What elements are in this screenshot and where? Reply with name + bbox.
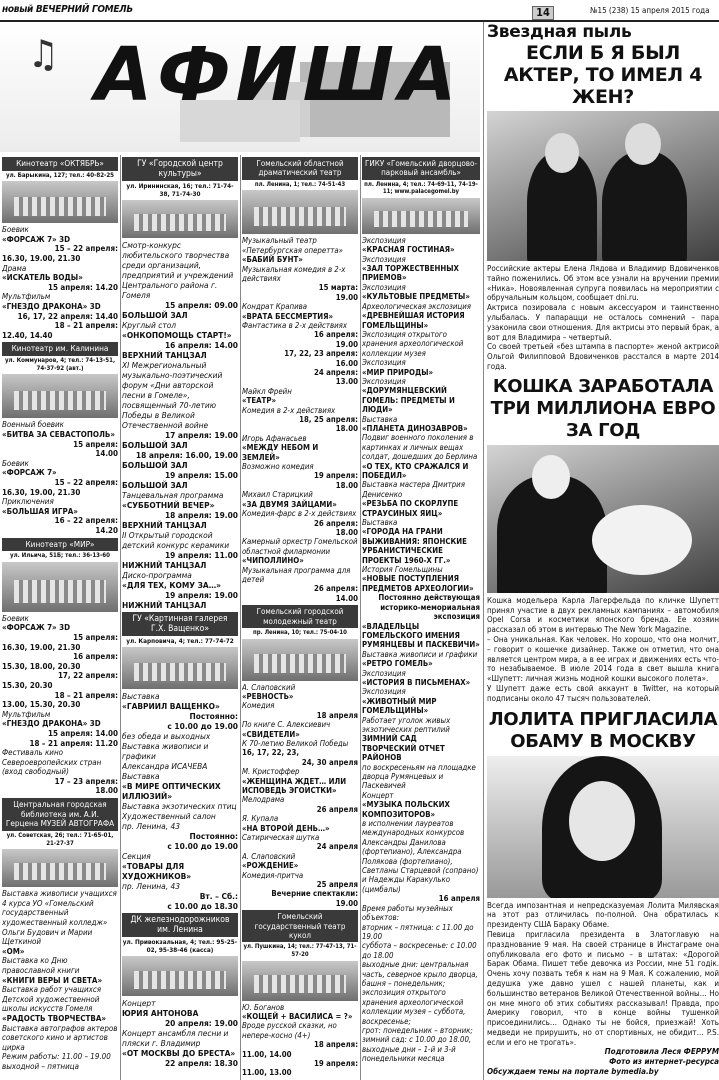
listing-line: «ВЛАДЕЛЬЦЫ ГОМЕЛЬСКОГО ИМЕНИЯ РУМЯНЦЕВЫ И ПАСКЕВИЧИ» [362, 621, 480, 650]
listing-line: «РЕВНОСТЬ» [242, 691, 294, 701]
listing-line: Музыкальный театр «Петербургская оперетта» [242, 236, 343, 255]
venue-photo [242, 961, 358, 1001]
listing-line: 18 апреля: 16.00, 19.00 [135, 450, 238, 460]
headline-3: ЛОЛИТА ПРИГЛАСИЛА ОБАМУ В МОСКВУ [488, 708, 718, 752]
listing-line: Фестиваль кино Североевропейских стран (вход свободный) [2, 748, 102, 777]
listing-line: НИЖНИЙ ТАНЦЗАЛ [122, 600, 207, 610]
listing-line: «БАБИЙ БУНТ» [242, 255, 303, 265]
listing-line: Военный боевик [2, 420, 64, 430]
listing-line: М. Кристоффер [242, 767, 300, 777]
listing-line: Концерт [122, 998, 156, 1008]
listing-block [242, 683, 358, 909]
column-divider [240, 155, 241, 1080]
listing-line: Боевик [2, 613, 29, 623]
listing-line: 15 – 22 апреля: [54, 477, 118, 487]
column-culture [122, 155, 238, 1078]
portal-link[interactable]: Обсуждаем темы на портале bymedia.by [487, 1067, 659, 1077]
listing-line: Комедия [242, 701, 275, 711]
celebrity-news [487, 22, 719, 1080]
listing-block [2, 420, 118, 535]
listing-line: 25 апреля [316, 880, 358, 890]
actors-photo [487, 111, 719, 261]
listing-line: «РАДОСТЬ ТВОРЧЕСТВА» [2, 1013, 107, 1023]
listing-line: Ю. Боганов [242, 1002, 285, 1012]
listing-line: «ГНЕЗДО ДРАКОНА» 3D [2, 302, 101, 312]
listing-line: А. Слаповский [242, 851, 296, 861]
listing-line: Экспозиция открытого хранения археологической коллекции музея [362, 329, 464, 358]
listing-line: Постоянно: [189, 711, 238, 721]
banner-title: АФИША [95, 32, 462, 118]
listing-line: «ОНКОПОМОЩЬ СТАРТ!» [122, 330, 232, 340]
cat-figure [592, 505, 692, 575]
listing-line: 16 апреля: [313, 330, 358, 340]
listing-line: 15 апреля: 09.00 [164, 300, 238, 310]
listing-line: Концерт ансамбля песни и пляски г. Владимир [122, 1028, 229, 1048]
listing-line: «НА ВТОРОЙ ДЕНЬ…» [242, 823, 330, 833]
listing-line: Я. Купала [242, 814, 279, 824]
listing-line: Возможно комедия [242, 462, 314, 472]
venue-header: ГИКУ «Гомельский дворцово-парковый ансамбль» [362, 157, 480, 180]
listing-line: II Открытый городской детский конкурс керамики [122, 530, 230, 550]
listing-line: вторник – пятница: с 11.00 до 19.00 [362, 922, 474, 941]
listing-block [242, 1003, 358, 1078]
venue-header: Кинотеатр «МИР» [2, 538, 118, 552]
venue-photo [2, 562, 118, 612]
listing-line: 19 апреля: 11.00 [164, 550, 238, 560]
venue-address: пр. Ленина, 10; тел.: 75-04-10 [253, 628, 347, 636]
listing-line: «СУББОТНИЙ ВЕЧЕР» [122, 500, 215, 510]
listing-line: 14.20 [95, 525, 118, 535]
actor-face [625, 123, 661, 165]
venue-header: ГУ «Городской центр культуры» [122, 157, 238, 181]
listing-line: ЮРИЯ АНТОНОВА [122, 1008, 199, 1018]
venue-header: Гомельский государственный театр кукол [242, 910, 358, 942]
headline-1: ЕСЛИ Б Я БЫЛ АКТЕР, ТО ИМЕЛ 4 ЖЕН? [503, 42, 703, 108]
listing-line: 26 апреля [316, 804, 358, 814]
listing-line: с 10.00 до 18.30 [167, 901, 238, 911]
listing-line: Выставка мастера Дмитрия Денисенко [362, 480, 465, 499]
listing-line: экспозиция открытого хранения археологической коллекции музея – суббота, воскресенье; [362, 988, 466, 1026]
listing-line: Мультфильм [2, 292, 51, 302]
listing-line: «БОЛЬШАЯ ИГРА» [2, 506, 78, 516]
listing-line: 26 апреля: [313, 584, 358, 594]
listing-line: пр. Ленина, 43 [122, 821, 180, 831]
listing-line: «ЖИВОТНЫЙ МИР ГОМЕЛЬЩИНЫ» [362, 696, 437, 716]
listing-line: Режим работы: 11.00 – 19.00 [2, 1052, 111, 1062]
venue-header: ГУ «Картинная галерея Г.Х. Ващенко» [122, 612, 238, 636]
listing-line: БОЛЬШОЙ ЗАЛ [122, 310, 188, 320]
venue-photo [242, 639, 358, 681]
listing-line: 15 апреля: [73, 439, 118, 449]
listing-line: Камерный оркестр Гомельской областной филармонии [242, 537, 358, 556]
listing-line: 14.00 [335, 593, 358, 603]
listing-line: Художественный салон [122, 811, 216, 821]
listing-block [2, 614, 118, 796]
listing-line: «ФОРСАЖ 7» 3D [2, 623, 71, 633]
listing-line: К 70-летию Великой Победы [242, 738, 349, 748]
author-credit: Подготовила Леся ФЕРРУМ [604, 1047, 719, 1057]
listing-line: «ДЛЯ ТЕХ, КОМУ ЗА…» [122, 580, 221, 590]
listing-line: Выставка живописи учащихся 4 курса УО «Гомельский государственный художественный колледж» [2, 889, 117, 927]
listing-line: «МИР ПРИРОДЫ» [362, 367, 433, 377]
page-header [0, 0, 719, 22]
listing-line: ВЕРХНИЙ ТАНЦЗАЛ [122, 350, 207, 360]
issue-info: №15 (238) 15 апреля 2015 года [590, 6, 710, 15]
column-cinemas [2, 155, 118, 1078]
listing-line: 17, 22 апреля: [57, 671, 118, 681]
listing-line: 20 апреля: 19.00 [164, 1018, 238, 1028]
venue-photo [362, 198, 480, 234]
listing-line: Экспозиция [362, 282, 406, 292]
venue-address: пл. Ленина, 1; тел.: 74-51-43 [254, 180, 346, 188]
listing-line: Подвиг военного поколения в картинках и личных вещах солдат, дошедших до Берлина [362, 433, 478, 462]
listing-line: «ВРАТА БЕССМЕРТИЯ» [242, 311, 334, 321]
listing-block [242, 236, 358, 603]
listing-line: 16.30, 19.00, 21.30 [2, 487, 81, 497]
listing-line: Круглый стол [122, 320, 177, 330]
listing-line: 15 апреля: 14.00 [47, 728, 118, 738]
listing-line: 13.00 [335, 377, 358, 387]
listing-line: Приключения [2, 497, 54, 507]
listing-line: «МЕЖДУ НЕБОМ И ЗЕМЛЕЙ» [242, 443, 319, 462]
listing-line: Выставка [362, 414, 398, 424]
listing-line: «КУЛЬТОВЫЕ ПРЕДМЕТЫ» [362, 292, 470, 302]
listing-line: «ФОРСАЖ 7» 3D [2, 234, 71, 244]
column-divider [360, 155, 361, 1080]
venue-address: ул. Коммунаров, 4; тел.: 74-13-51, 74-37-92 (авт.) [4, 357, 116, 372]
article-1-text: Актриса позировала с новым аксессуаром и таинственно улыбалась. У папарацци не осталось сомнений – пара узаконила свои отношения. Для актрисы это первый брак, а вот для Владимира – четвертый. [487, 303, 719, 342]
venue-address: ул. Ильича, 51Б; тел.: 36-13-60 [10, 552, 110, 560]
listing-line: БОЛЬШОЙ ЗАЛ [122, 440, 188, 450]
listing-line: Комедия-притча [242, 870, 304, 880]
listing-line: 17 апреля: 19.00 [164, 430, 238, 440]
listing-line: выходные дни – 1-й и 3-й понедельники месяца [362, 1044, 456, 1064]
listing-block [122, 998, 238, 1068]
listing-line: 16.30, 19.00, 21.30 [2, 254, 81, 264]
listing-line: Выставка живописи и графики [362, 649, 478, 659]
article-2-text: – Она уникальная. Как человек. Но хорошо, что она молчит, – говорит о кошечке дизайнер. Также он отметил, что она является центром мира, а в ее играх и движениях есть что-то незабываемое. В июле 2014 года в свет вышла книга «Шупетт: личная жизнь модной кошки высокого полета». [487, 634, 719, 684]
listing-line: «РЕЗЬБА ПО СКОРЛУПЕ СТРАУСИНЫХ ЯИЦ» [362, 499, 459, 518]
listing-block [362, 236, 480, 1064]
listing-line: выходные дни: центральная часть, северное крыло дворца, башня – понедельник; [362, 960, 478, 988]
listing-line: «ФОРСАЖ 7» [2, 468, 57, 478]
listing-line: XI Межрегиональный музыкально-поэтический форум «Дни авторской песни в Гомеле», посвященный 70-летию Победы в Великой Отечественной войне [122, 360, 223, 430]
listing-line: грот: понедельник – вторник; [362, 1025, 473, 1035]
listing-line: по воскресеньям на площадке дворца Румянцевых и Паскевичей [362, 762, 476, 791]
venue-photo [122, 647, 238, 689]
cat-photo [487, 445, 719, 593]
listing-line: ВЕРХНИЙ ТАНЦЗАЛ [122, 520, 207, 530]
venue-photo [242, 190, 358, 234]
listing-line: «БИТВА ЗА СЕВАСТОПОЛЬ» [2, 429, 115, 439]
listing-line: Экспозиция [362, 668, 406, 678]
venue-header: Кинотеатр им. Калинина [2, 342, 118, 356]
listing-line: Экспозиция [362, 376, 406, 386]
listing-line: 15 апреля: [73, 632, 118, 642]
venue-header: Кинотеатр «ОКТЯБРЬ» [2, 157, 118, 171]
listing-line: Боевик [2, 458, 29, 468]
listing-line: Концерт [362, 790, 394, 800]
listing-line: «ПЛАНЕТА ДИНОЗАВРОВ» [362, 423, 468, 433]
actress-face [545, 133, 579, 173]
listing-line: «МУЗЫКА ПОЛЬСКИХ КОМПОЗИТОРОВ» [362, 800, 450, 819]
article-2-text: Кошка модельера Карла Лагерфельда по кличке Шупетт принял участие в двух рекламных кампаниях – автомобиля Opel Corsa и косметики японского бренда. Ее хозяин рассказал об этом в интервью The New York Magazine. [487, 595, 719, 635]
listing-line: «ИСКАТЕЛЬ ВОДЫ» [2, 273, 83, 283]
listing-line: 16.30, 19.00, 21.30 [2, 642, 81, 652]
listing-line: 18.00 [335, 480, 358, 490]
listing-line: 19.00 [335, 292, 358, 302]
listing-line: «ЗА ДВУМЯ ЗАЙЦАМИ» [242, 499, 337, 509]
column-divider [120, 155, 121, 1080]
listing-line: По книге С. Алексиевич [242, 720, 331, 730]
listing-line: Выставка ко Дню православной книги [2, 956, 80, 975]
listing-line: «ОТ МОСКВЫ ДО БРЕСТА» [122, 1048, 236, 1058]
listing-line: 16 апреля: 14.00 [164, 340, 238, 350]
designer-face [532, 455, 570, 499]
listing-line: Музыкальная программа для детей [242, 565, 351, 584]
listing-line: Мультфильм [2, 709, 51, 719]
listing-line: Майкл Фрейн [242, 386, 292, 396]
venue-address: ул. Советская, 26; тел.: 71-65-01, 21-27-37 [6, 831, 114, 847]
listing-line: 18, 25 апреля: [299, 415, 358, 425]
listing-line: с 10.00 до 19.00 [167, 721, 238, 731]
listing-line: в исполнении лауреатов международных конкурсов Александры Данилова (фортепиано), Александра Полякова (фортепиано), Светланы Старцевой (сопрано) и Надежды Каракулько (цимбалы) [362, 819, 479, 894]
listing-line: «ЧИПОЛЛИНО» [242, 556, 304, 566]
listing-line: 24, 30 апреля [301, 757, 358, 767]
listing-line: Мелодрама [242, 795, 285, 805]
listing-line: Музыкальная комедия в 2-х действиях [242, 264, 346, 283]
listing-line: «ДОРУМЯНЦЕВСКИЙ ГОМЕЛЬ: ПРЕДМЕТЫ И ЛЮДИ» [362, 386, 455, 415]
listing-line: 18 – 21 апреля: [54, 321, 118, 331]
listing-line: 19 апреля: [313, 1058, 358, 1068]
listing-line: Археологическая экспозиция [362, 301, 471, 311]
listing-line: 16, 17, 22 апреля: 14.40 [17, 311, 118, 321]
listing-line: Сатирическая шутка [242, 833, 320, 842]
venue-header: ДК железнодорожников им. Ленина [122, 913, 238, 937]
listing-line: 16.00 [335, 358, 358, 368]
venue-header: Гомельский городской молодежный театр [242, 605, 358, 628]
listing-line: Выставка [122, 771, 160, 781]
listing-line: Выставка экзотических птиц [122, 801, 237, 811]
listing-block [2, 889, 118, 1071]
listing-line: «ТОВАРЫ ДЛЯ ХУДОЖНИКОВ» [122, 861, 192, 881]
listing-line: Александра ИСАЧЕВА [122, 761, 208, 771]
listing-line: 12.40, 14.40 [2, 330, 53, 340]
article-3-text: Всегда импозантная и непредсказуемая Лолита Милявская на этот раз отличилась по-полной. Она обратилась к президенту США Бараку Обаме. [487, 900, 719, 930]
listing-line: 17, 22, 23 апреля: [284, 349, 358, 359]
venue-address: пл. Ленина, 4; тел.: 74-69-11, 74-19-11; www.palacegomel.by [364, 180, 478, 196]
listing-line: «РОЖДЕНИЕ» [242, 861, 299, 871]
listing-line: Ольги Будович и Марии Щеткиной [2, 927, 93, 947]
listing-line: пр. Ленина, 43 [122, 881, 180, 891]
venue-photo [122, 956, 238, 996]
section-divider [483, 22, 484, 1080]
listing-line: 16 – 22 апреля: [54, 516, 118, 526]
listing-line: Диско-программа [122, 570, 192, 580]
listing-line: Вт. – Сб.: [199, 891, 238, 901]
listing-line: с 10.00 до 19.00 [167, 841, 238, 851]
listing-line: «СВИДЕТЕЛИ» [242, 729, 300, 739]
listing-line: ТВОРЧЕСКИЙ ОТЧЕТ РАЙОНОВ [362, 743, 445, 763]
listing-line: «РЕТРО ГОМЕЛЬ» [362, 659, 433, 669]
listing-line: «ДРЕВНЕЙШАЯ ИСТОРИЯ ГОМЕЛЬЩИНЫ» [362, 311, 465, 330]
venue-address: ул. Карповича, 4; тел.: 77-74-72 [126, 637, 234, 645]
listing-line: 18 – 21 апреля: 11.20 [29, 738, 118, 748]
photo-credit: Фото из интернет-ресурса [609, 1057, 719, 1067]
listing-line: «КОЩЕЙ + ВАСИЛИСА = ?» [242, 1011, 353, 1021]
listing-line: Экспозиция [362, 254, 406, 264]
listing-line: зимний сад: с 10.00 до 18.00, [362, 1035, 472, 1045]
listing-line: 15 – 22 апреля: [54, 244, 118, 254]
listing-line: «ОМ» [2, 946, 25, 956]
listing-line: Игорь Афанасьев [242, 433, 307, 443]
article-1-text: Со своей третьей «без штампа в паспорте» женой актрисой Ольгой Филипповой Вдовиченков расстался в марте 2014 года. [487, 342, 719, 371]
section-kicker: Звездная пыль [487, 22, 632, 42]
listing-line: «ГАВРИИЛ ВАЩЕНКО» [122, 701, 220, 711]
listing-line: Михаил Старицкий [242, 490, 313, 500]
listing-line: «ЖЕНЩИНА ЖДЕТ… ИЛИ ИСПОВЕДЬ ЭГОИСТКИ» [242, 776, 347, 795]
listing-line: Драма [2, 263, 27, 273]
listing-line: 18 апреля [316, 710, 358, 720]
listing-line: 15.30, 20.30 [2, 680, 53, 690]
listing-line: Выставка [122, 691, 160, 701]
venue-header: Гомельский областной драматический театр [242, 157, 358, 180]
listing-line: 18 апреля: [313, 1040, 358, 1050]
listing-line: Постоянно: [189, 831, 238, 841]
venue-photo [2, 849, 118, 887]
listing-line: 19 апреля: [313, 471, 358, 481]
listing-line: 17 – 23 апреля: [54, 776, 118, 786]
listing-line: Выставка автографов актеров советского кино и артистов цирка [2, 1023, 118, 1052]
lolita-photo [487, 756, 719, 898]
listing-line: «ЗАЛ ТОРЖЕСТВЕННЫХ ПРИЕМОВ» [362, 264, 459, 283]
venue-photo [2, 181, 118, 223]
listing-line: НИЖНИЙ ТАНЦЗАЛ [122, 560, 207, 570]
listing-line: 11.00, 13.00 [242, 1068, 292, 1078]
listing-line: «НОВЫЕ ПОСТУПЛЕНИЯ ПРЕДМЕТОВ АРХЕОЛОГИИ» [362, 574, 474, 593]
listing-line: суббота – воскресенье: с 10.00 до 18.00 [362, 941, 477, 960]
listing-line: «ИСТОРИЯ В ПИСЬМЕНАХ» [362, 677, 471, 687]
listing-line: без обеда и выходных [122, 731, 211, 741]
venue-address: ул. Барыкина, 127; тел.: 40-82-25 [5, 171, 114, 179]
listing-line: Комедия в 2-х действиях [242, 405, 336, 415]
listing-line: 18.00 [95, 786, 118, 796]
listing-line: Работает уголок живых экзотических рептилий [362, 715, 451, 734]
listing-block [2, 225, 118, 340]
venue-address: ул. Пушкина, 14; тел.: 77-47-13, 71-57-20 [243, 943, 357, 958]
listing-block [122, 691, 238, 911]
listing-line: Постоянно действующая историко-мемориальная экспозиция [378, 593, 480, 622]
listing-line: ЗИМНИЙ САД [362, 734, 417, 744]
listing-line: 22 апреля: 18.30 [164, 1058, 238, 1068]
listing-line: Боевик [2, 225, 29, 235]
listing-line: 15.30, 18.00, 20.30 [2, 661, 81, 671]
listing-line: «ГНЕЗДО ДРАКОНА» 3D [2, 719, 101, 729]
listing-line: «КНИГИ ВЕРЫ И СВЕТА» [2, 975, 103, 985]
listing-line: Экспозиция [362, 235, 406, 245]
listing-line: выходной – пятница [2, 1061, 79, 1071]
listing-line: 24 апреля [316, 842, 358, 852]
listing-line: История Гомельщины [362, 565, 443, 575]
listing-line: Фантастика в 2-х действиях [242, 320, 348, 330]
listing-line: Экспозиция [362, 687, 406, 697]
listing-line: «ГОРОДА НА ГРАНИ ВЫЖИВАНИЯ: ЯПОНСКИЕ УРБАНИСТИЧЕСКИЕ ПРОЕКТЫ 1960-Х ГГ.» [362, 527, 467, 565]
listing-line: А. Слаповский [242, 682, 296, 692]
listing-line: 19.00 [335, 898, 358, 908]
listing-line: 19 апреля: 15.00 [164, 470, 238, 480]
headline-2: КОШКА ЗАРАБОТАЛА ТРИ МИЛЛИОНА ЕВРО ЗА ГОД [490, 375, 716, 441]
listing-line: 15 апреля: 14.20 [47, 282, 118, 292]
column-theatres [242, 155, 358, 1078]
listing-line: 11.00, 14.00 [242, 1049, 292, 1059]
listing-line: Выставка [362, 518, 398, 528]
article-2-text: У Шупетт даже есть свой аккаунт в Twitter, на который подписаны около 47 тысяч пользователей. [487, 683, 719, 703]
listing-line: 14.00 [95, 449, 118, 459]
listing-line: Экспозиция [362, 358, 406, 368]
listing-line: 16 апреля [438, 894, 480, 904]
venue-photo [122, 200, 238, 238]
actor-figure [602, 151, 687, 261]
venue-header: Центральная городская библиотека им. А.И. Герцена МУЗЕЙ АВТОГРАФА [2, 798, 118, 831]
listing-line: 26 апреля: [313, 518, 358, 528]
venue-photo [2, 374, 118, 418]
listing-line: Время работы музейных объектов: [362, 903, 453, 923]
afisha-banner [0, 22, 480, 152]
newspaper-brand: новый ВЕЧЕРНИЙ ГОМЕЛЬ [2, 4, 133, 15]
listing-line: 18.00 [335, 527, 358, 537]
page-number: 14 [532, 6, 554, 20]
listing-line: «О ТЕХ, КТО СРАЖАЛСЯ И ПОБЕДИЛ» [362, 461, 469, 480]
listing-line: «В МИРЕ ОПТИЧЕСКИХ ИЛЛЮЗИЙ» [122, 781, 221, 801]
listing-line: 18 – 21 апреля: [54, 690, 118, 700]
listing-line: «ТЕАТР» [242, 396, 276, 406]
listing-line: Смотр-конкурс любительского творчества среди организаций, предприятий и учреждений Центрального района г. Гомеля [122, 240, 234, 300]
listing-line: Кондрат Крапива [242, 302, 308, 312]
theatre-masks-icon: ♫ [28, 32, 59, 76]
listing-line: 13.00, 15.30, 20.30 [2, 700, 81, 710]
listing-line: 15 марта: [318, 283, 358, 293]
listing-line: 16 апреля: [73, 652, 118, 662]
listing-line: БОЛЬШОЙ ЗАЛ [122, 460, 188, 470]
listing-line: 24 апреля: [313, 368, 358, 378]
listing-line: Танцевальная программа [122, 490, 224, 500]
article-3-text: Певица пригласила президента в Златоглавую на празднование 9 мая. На своей странице в Инстаграме она опубликовала его фото и письмо – в штатах: «Дорогой Барак Обама. Пишет тебе девочка из России, мне 51 годік. Очень хочу позвать тебя к нам на 9 Мая. К сожалению, мой дедушка уже давно ушел с нашей планеты, как и большинство ветеранов Великой Отечественной войны… Но он мне много об этих событиях рассказывал! Правда, про Америку говорил, что в конце войны тушенкой присоединились… Однако ты не бойся, приезжай! Хоть медведи не прирушить, но от спортивных, не обидит… P.S. если и его не трогать». [487, 929, 719, 1047]
listing-block [122, 240, 238, 610]
listing-line: 16, 17, 22, 23, [242, 748, 300, 758]
listing-line: 19.00 [335, 339, 358, 349]
listing-line: Вроде русской сказки, но непере-косно (4+) [242, 1021, 337, 1040]
column-palace [362, 155, 480, 1078]
venue-address: ул. Ирининская, 16; тел.: 71-74-38, 71-74-30 [126, 182, 234, 198]
listing-line: 18.00 [335, 424, 358, 434]
listing-line: Выставка живописи и графики [122, 741, 209, 761]
listing-line: БОЛЬШОЙ ЗАЛ [122, 480, 188, 490]
listing-line: Комедия-фарс в 2-х действиях [242, 509, 357, 519]
listing-line: Вечерние спектакли: [271, 889, 358, 899]
listing-line: Выставка работ учащихся Детской художественной школы искусств Гомеля [2, 985, 102, 1014]
venue-address: ул. Привокзальная, 4; тел.: 95-25-02, 95-38-46 (касса) [122, 938, 238, 954]
listing-line: «КРАСНАЯ ГОСТИНАЯ» [362, 245, 455, 255]
listing-line: Секция [122, 851, 151, 861]
article-1-text: Российские актеры Елена Лядова и Владимир Вдовиченков тайно поженились. Об этом все узнали на вручении премии «Ника». Новоявленная супруга появилась на мероприятии с обручальным кольцом, сообщает dni.ru. [487, 264, 719, 303]
listing-line: 18 апреля: 19.00 [164, 510, 238, 520]
listing-line: 19 апреля: 19.00 [164, 590, 238, 600]
singer-face [569, 781, 635, 861]
